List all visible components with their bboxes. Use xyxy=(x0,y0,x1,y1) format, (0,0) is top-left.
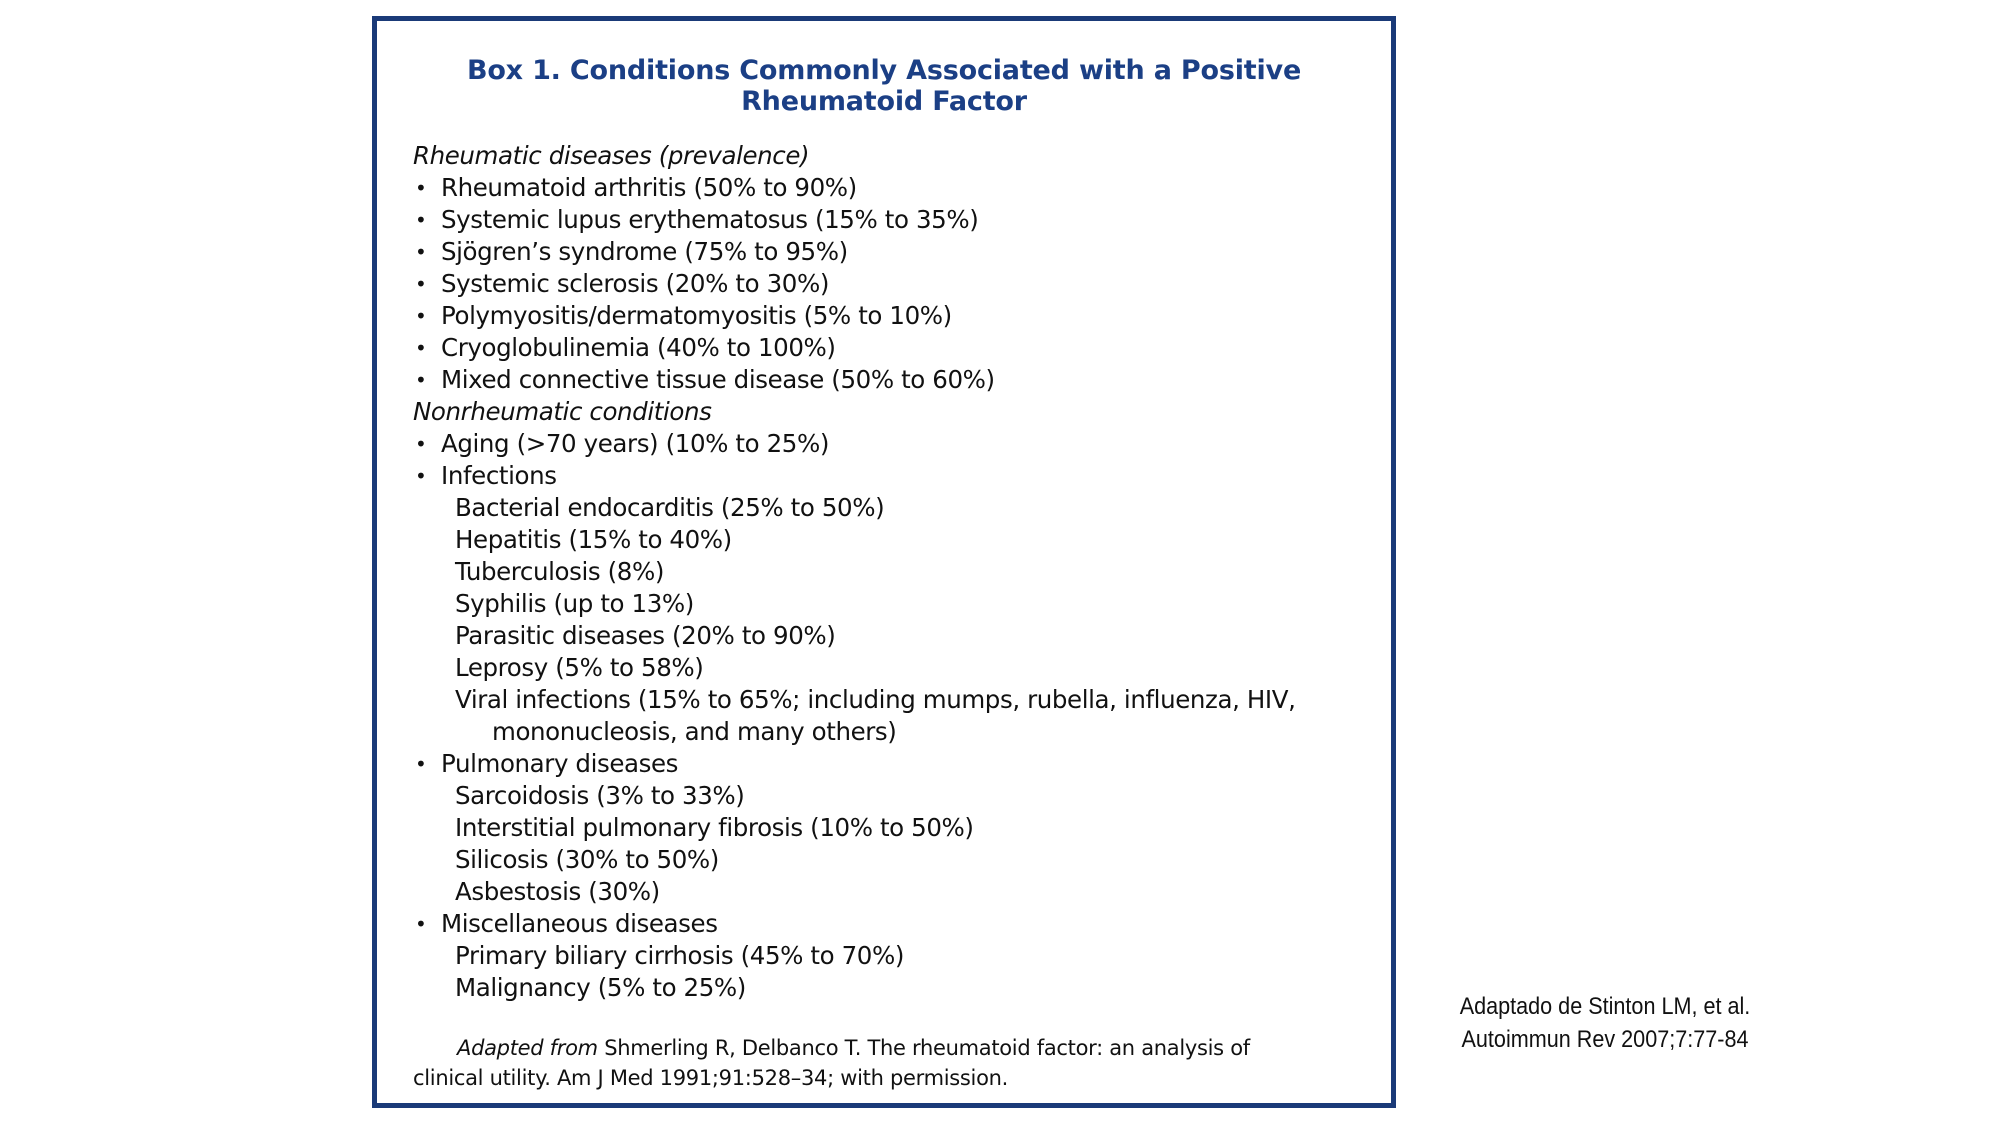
list-item-label: Aging (>70 years) (10% to 25%) xyxy=(441,429,830,458)
box-title xyxy=(377,55,1391,117)
sub-list-item: Tuberculosis (8%) xyxy=(455,557,665,586)
box-title-line-2: Rheumatoid Factor xyxy=(741,86,1027,117)
list-item-label: Miscellaneous diseases xyxy=(441,909,718,938)
sub-list-item: Malignancy (5% to 25%) xyxy=(455,973,746,1002)
list-item xyxy=(413,748,1373,780)
list-item xyxy=(413,236,1373,268)
list-item xyxy=(413,172,1373,204)
list-item-label: Pulmonary diseases xyxy=(441,749,679,778)
bullet-icon: • xyxy=(415,912,427,936)
sub-list-item: Interstitial pulmonary fibrosis (10% to 50%) xyxy=(455,813,974,842)
bullet-icon: • xyxy=(415,432,427,456)
box-title-line-1: Box 1. Conditions Commonly Associated with a Positive xyxy=(466,55,1302,86)
list-item-label: Polymyositis/dermatomyositis (5% to 10%) xyxy=(441,301,952,330)
sub-list-item: Hepatitis (15% to 40%) xyxy=(455,525,732,554)
bullet-icon: • xyxy=(415,176,427,200)
bullet-icon: • xyxy=(415,304,427,328)
sub-list-item: Viral infections (15% to 65%; including mumps, rubella, influenza, HIV, xyxy=(455,685,1296,714)
list-item xyxy=(413,460,1373,492)
bullet-icon: • xyxy=(415,368,427,392)
list-item-label: Systemic sclerosis (20% to 30%) xyxy=(441,269,829,298)
bullet-icon: • xyxy=(415,272,427,296)
section-heading: Nonrheumatic conditions xyxy=(413,397,712,426)
list-item xyxy=(413,268,1373,300)
citation-line-2: Autoimmun Rev 2007;7:77-84 xyxy=(1461,1026,1749,1053)
sub-list-item: Leprosy (5% to 58%) xyxy=(455,653,704,682)
list-item xyxy=(413,300,1373,332)
rheumatoid-factor-box xyxy=(372,16,1396,1108)
bullet-icon: • xyxy=(415,208,427,232)
sub-list-item: Asbestosis (30%) xyxy=(455,877,660,906)
bullet-icon: • xyxy=(415,752,427,776)
list-item xyxy=(413,332,1373,364)
list-item-label: Mixed connective tissue disease (50% to 60%) xyxy=(441,365,995,394)
citation-line-1: Adaptado de Stinton LM, et al. xyxy=(1459,993,1751,1020)
list-item-label: Cryoglobulinemia (40% to 100%) xyxy=(441,333,836,362)
list-item xyxy=(413,364,1373,396)
list-item xyxy=(413,204,1373,236)
bullet-icon: • xyxy=(415,336,427,360)
sub-list-item: Sarcoidosis (3% to 33%) xyxy=(455,781,745,810)
sub-list-item-continuation: mononucleosis, and many others) xyxy=(492,717,897,746)
sub-list-item: Silicosis (30% to 50%) xyxy=(455,845,719,874)
source-line-2: clinical utility. Am J Med 1991;91:528–34; with permission. xyxy=(413,1066,1009,1090)
list-item xyxy=(413,428,1373,460)
source-adapted-from: Adapted from xyxy=(457,1036,598,1060)
source-line-1 xyxy=(413,1033,1373,1063)
bullet-icon: • xyxy=(415,240,427,264)
sub-list-item: Parasitic diseases (20% to 90%) xyxy=(455,621,836,650)
list-item xyxy=(413,908,1373,940)
list-item-label: Sjögren’s syndrome (75% to 95%) xyxy=(441,237,848,266)
sub-list-item: Primary biliary cirrhosis (45% to 70%) xyxy=(455,941,905,970)
source-note xyxy=(413,1033,1373,1093)
section-heading: Rheumatic diseases (prevalence) xyxy=(413,141,810,170)
condition-list xyxy=(413,140,1373,1004)
list-item-label: Systemic lupus erythematosus (15% to 35%) xyxy=(441,205,979,234)
source-reference: Shmerling R, Delbanco T. The rheumatoid factor: an analysis of xyxy=(604,1036,1250,1060)
list-item-label: Rheumatoid arthritis (50% to 90%) xyxy=(441,173,857,202)
citation xyxy=(1457,990,1754,1056)
bullet-icon: • xyxy=(415,464,427,488)
list-item-label: Infections xyxy=(441,461,557,490)
sub-list-item: Syphilis (up to 13%) xyxy=(455,589,694,618)
sub-list-item: Bacterial endocarditis (25% to 50%) xyxy=(455,493,885,522)
